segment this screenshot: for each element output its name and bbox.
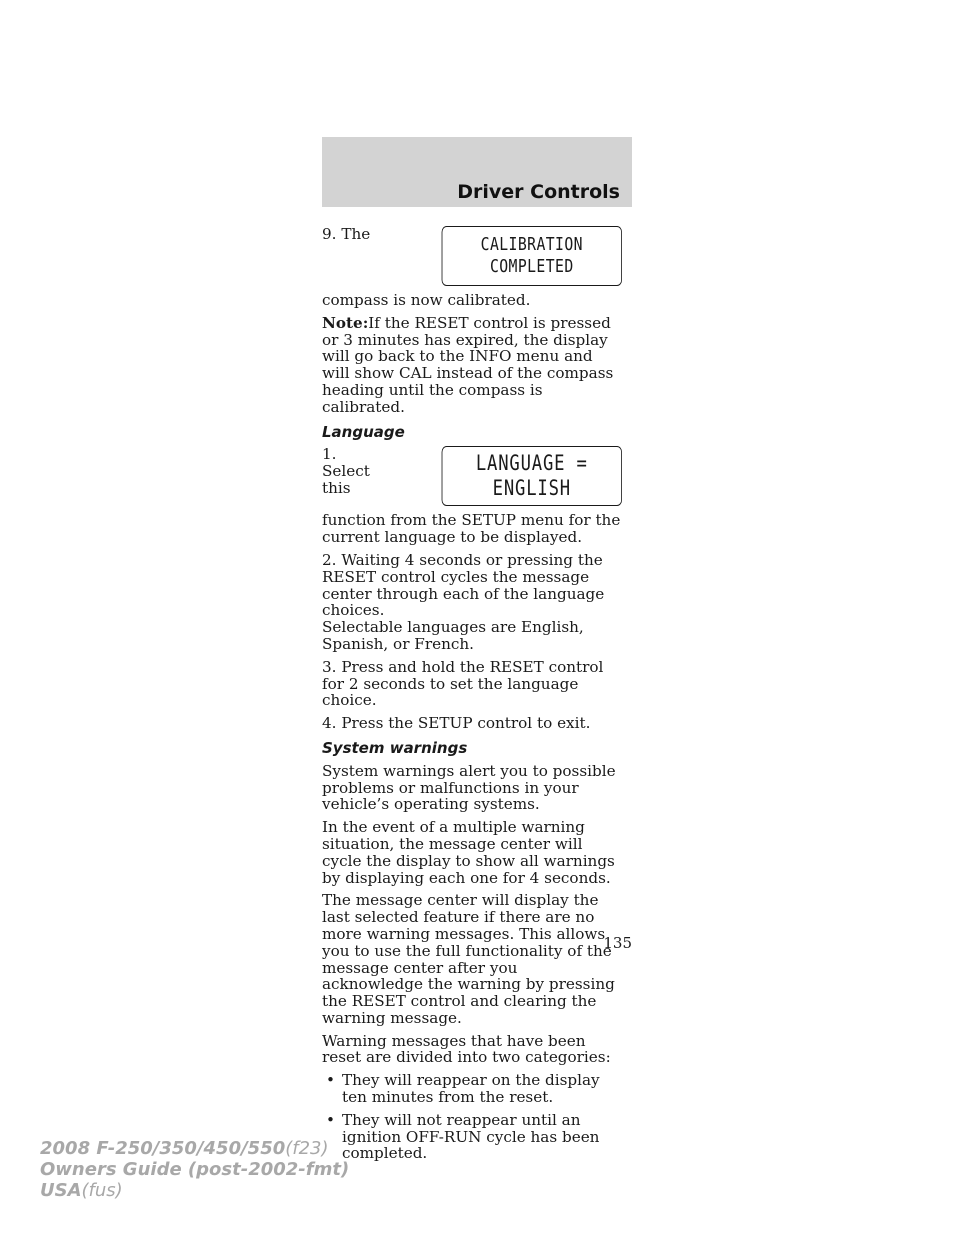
language-display [402,446,622,506]
language-block [322,446,622,732]
selectable-languages-text: Selectable languages are English, Spanish, or French. [322,618,584,653]
system-warnings-paragraph-2: In the event of a multiple warning situation, the message center will cycle the display to show all warnings by displaying each one for 4 seconds. [322,818,615,887]
language-heading: Language [322,422,405,441]
language-step-1: 1. Select this function from the SETUP menu for the current language to be displayed. [322,445,621,547]
language-step-3: 3. Press and hold the RESET control for 2 seconds to set the language choice. [322,657,604,710]
calibration-completed-display [442,226,622,286]
language-step-4: 4. Press the SETUP control to exit. [322,714,591,733]
page-number: 135 [603,934,632,952]
document-footer [40,1138,349,1201]
display-line-2: ENGLISH [492,476,571,501]
system-warnings-paragraph-4: Warning messages that have been reset are divided into two categories: [322,1031,611,1067]
calibration-display [402,226,622,286]
calibration-block [322,226,622,416]
display-line-2: COMPLETED [489,256,574,277]
footer-guide: Owners Guide (post-2002-fmt) [40,1159,350,1180]
system-warnings-heading: System warnings [322,738,468,757]
language-step-2 [322,552,622,653]
step-9: 9. The compass is now calibrated. [322,225,531,309]
language-step-2-text: 2. Waiting 4 seconds or pressing the RESET control cycles the message center through each of the language choices. [322,550,605,620]
list-item: • They will reappear on the display ten minutes from the reset. [322,1072,622,1106]
footer-model-code: (f23) [285,1138,329,1159]
display-line-1: LANGUAGE = [475,451,588,476]
section-title: Driver Controls [457,181,620,203]
page-content [322,226,622,1168]
calibration-note [322,315,622,416]
warning-categories-list [322,1072,622,1162]
display-line-1: CALIBRATION [480,234,583,255]
footer-line-model [40,1138,349,1159]
footer-region-code: (fus) [81,1180,123,1201]
footer-line-region [40,1180,349,1201]
language-english-display [442,446,622,506]
note-label: Note: [322,313,369,332]
note-text: If the RESET control is pressed or 3 minutes has expired, the display will go back to the INFO menu and will show CAL instead of the compass heading until the compass is calibrated. [322,313,614,416]
list-item: • They will not reappear until an ignition OFF-RUN cycle has been completed. [322,1112,622,1162]
system-warnings-paragraph-3: The message center will display the last selected feature if there are no more warning messages. This allows you to use the full functionality of the message center after you acknowledge the warning by pressing the RESET control and clearing the warning message. [322,891,615,1027]
section-header-band [322,137,632,207]
system-warnings-paragraph-1: System warnings alert you to possible problems or malfunctions in your vehicle’s operating systems. [322,761,616,814]
footer-model: 2008 F-250/350/450/550 [40,1138,286,1159]
footer-region: USA [40,1180,82,1201]
